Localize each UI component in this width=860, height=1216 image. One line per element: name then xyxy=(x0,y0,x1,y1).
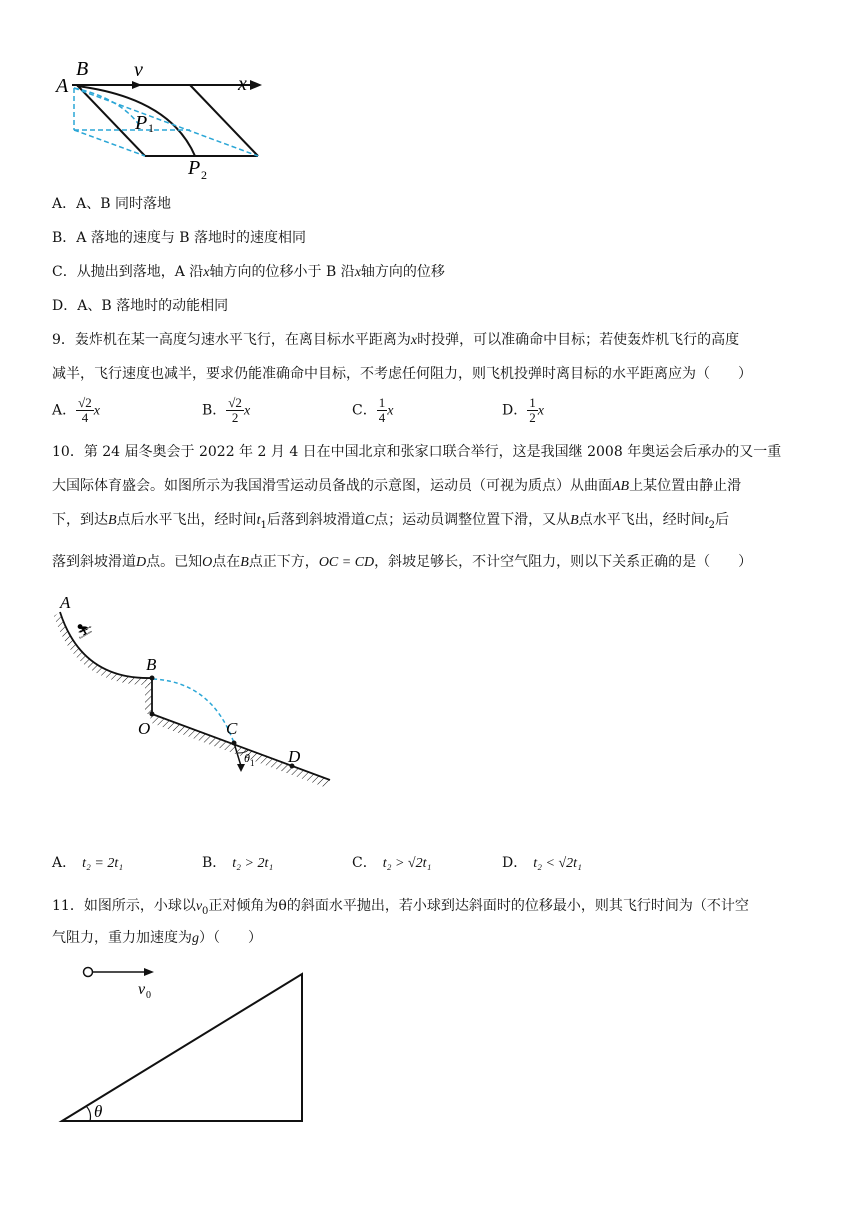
q10-stem-line-2: 大国际体育盛会。如图所示为我国滑雪运动员备战的示意图，运动员（可视为质点）从曲面AB上某位置由静止滑 xyxy=(52,478,742,494)
q10-option-a: A． t₂ = 2t₁ xyxy=(52,855,124,871)
fig3-label-v0: v xyxy=(138,981,146,998)
fig2-label-B: B xyxy=(146,655,157,674)
fig2-label-O: O xyxy=(138,719,151,738)
fig1-label-P2: P xyxy=(188,157,201,179)
q9-option-a: A． $\frac{√2}{4}$ x xyxy=(52,395,100,425)
q9-stem-line-2: 减半，飞行速度也减半，要求仍能准确命中目标，不考虑任何阻力，则飞机投弹时离目标的水平距离应为（ ） xyxy=(52,366,752,382)
q8-option-c: C．从抛出到落地，A 沿x轴方向的位移小于 B 沿x轴方向的位移 xyxy=(52,264,445,280)
q8-option-d: D．A、B 落地时的动能相同 xyxy=(52,298,229,314)
fig1-label-B: B xyxy=(76,58,89,80)
fig1-label-x: x xyxy=(238,73,247,95)
q9-option-b: B． $\frac{√2}{2}$ x xyxy=(202,395,251,425)
q11-stem-line-2: 气阻力，重力加速度为g）（ ） xyxy=(52,930,262,946)
q11-stem-line-1: 11．如图所示，小球以$v_0$正对倾角为θ的斜面水平抛出，若小球到达斜面时的位移最小，则其飞行时间为（不计空 xyxy=(52,898,749,917)
q8-option-b: B．A 落地的速度与 B 落地时的速度相同 xyxy=(52,230,307,246)
fig1-label-P2-sub: 2 xyxy=(201,168,207,182)
q10-stem-line-3: 下，到达B点后水平飞出，经时间$t_1$后落到斜坡滑道C点；运动员调整位置下滑，又从B点水平飞出，经时间$t_2$后 xyxy=(52,512,729,531)
fig1-label-P1: P xyxy=(135,112,148,134)
fig2-label-D: D xyxy=(288,747,301,766)
figure-3-incline xyxy=(52,960,322,1130)
fig1-label-P1-sub: 1 xyxy=(148,121,154,135)
fig1-label-A: A xyxy=(56,75,69,97)
q10-option-c: C． t₂ > √2t₁ xyxy=(352,855,432,871)
q9-option-c: C． $\frac{1}{4}$ x xyxy=(352,395,394,425)
ball-icon xyxy=(84,968,93,977)
skier-icon: ⛷ xyxy=(76,625,94,640)
svg-text:1: 1 xyxy=(250,758,255,768)
fig1-label-v: v xyxy=(134,59,143,81)
fig2-label-C: C xyxy=(226,719,238,738)
q10-stem-line-4: 落到斜坡滑道D点。已知O点在B点正下方，OC = CD，斜坡足够长，不计空气阻力，则以下关系正确的是（ ） xyxy=(52,554,753,570)
figure-1-parallel-projectiles xyxy=(50,58,270,188)
q8-option-a: A．A、B 同时落地 xyxy=(52,196,171,212)
fig2-label-A: A xyxy=(60,593,71,612)
q10-option-b: B． t₂ > 2t₁ xyxy=(202,855,274,871)
q10-option-d: D． t₂ < √2t₁ xyxy=(502,855,582,871)
svg-text:θ: θ xyxy=(244,751,250,765)
fig3-label-v0-sub: 0 xyxy=(146,990,151,1001)
q9-option-d: D． $\frac{1}{2}$ x xyxy=(502,395,544,425)
q9-stem-line-1: 9．轰炸机在某一高度匀速水平飞行，在离目标水平距离为x时投弹，可以准确命中目标；若使轰炸机飞行的高度 xyxy=(52,332,740,348)
fig3-label-theta: θ xyxy=(94,1102,103,1121)
figure-2-ski-slope xyxy=(52,590,342,800)
q10-stem-line-1: 10．第 24 届冬奥会于 2022 年 2 月 4 日在中国北京和张家口联合举行，这是我国继 2008 年奥运会后承办的又一重 xyxy=(52,444,782,460)
